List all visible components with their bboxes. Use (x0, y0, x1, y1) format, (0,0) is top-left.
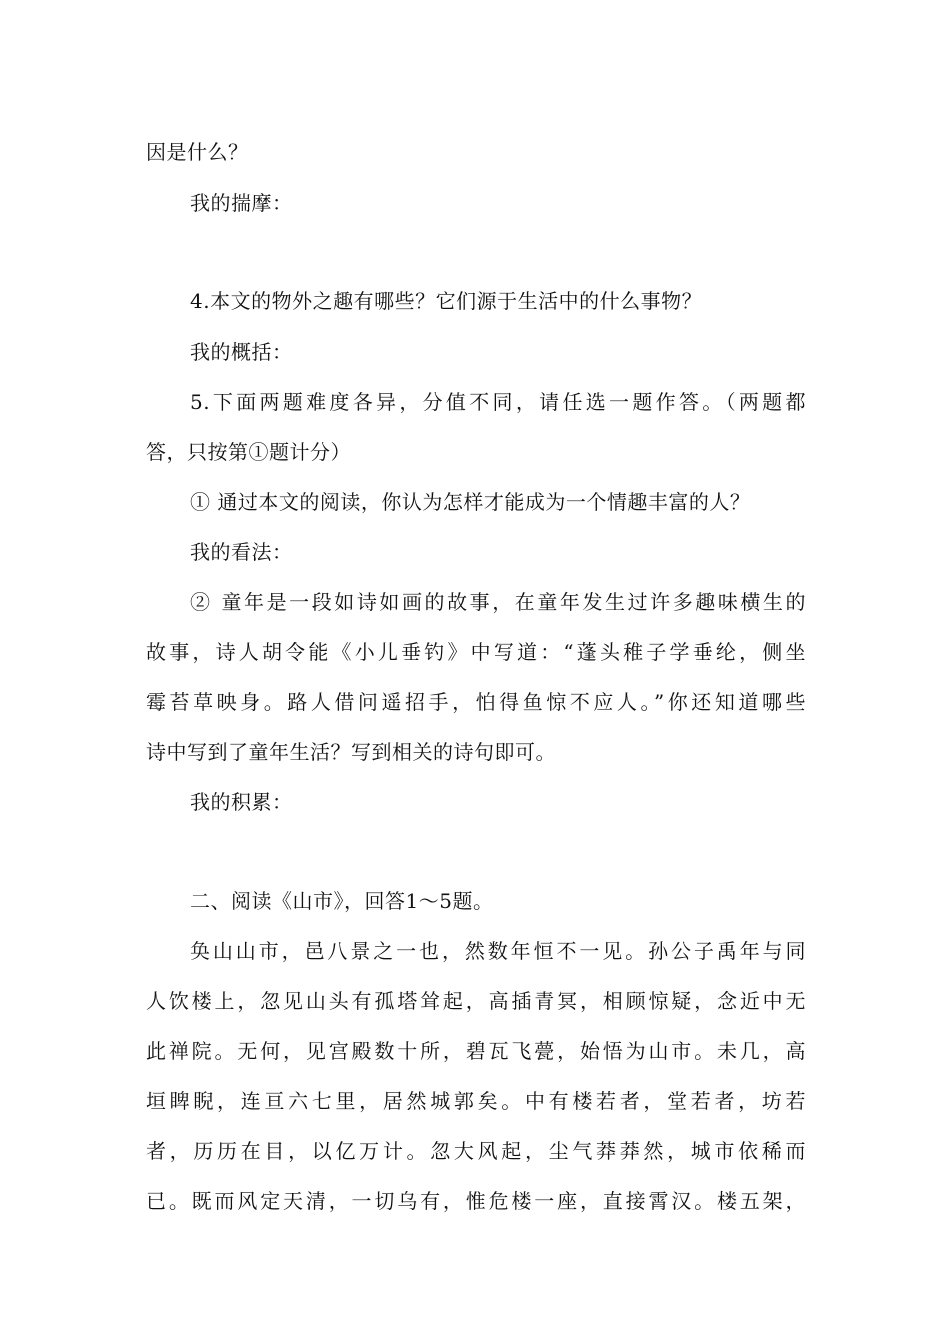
text-line: 因是什么？ (146, 140, 249, 164)
passage-line: 已。既而风定天清，一切乌有，惟危楼一座，直接霄汉。楼五架， (146, 1189, 806, 1213)
text-line: 答，只按第①题计分） (146, 440, 351, 464)
question-5: 5.下面两题难度各异，分值不同，请任选一题作答。（两题都 (190, 390, 806, 414)
text-line: 我的积累： (190, 790, 293, 814)
text-line: 我的揣摩： (190, 191, 293, 215)
passage-line: 者，历历在目，以亿万计。忽大风起，尘气莽莽然，城市依稀而 (146, 1139, 806, 1163)
section-heading: 二、阅读《山市》，回答1～5题。 (190, 889, 494, 913)
passage-line: 人饮楼上，忽见山头有孤塔耸起，高插青冥，相顾惊疑，念近中无 (146, 989, 806, 1013)
question-4: 4.本文的物外之趣有哪些？它们源于生活中的什么事物？ (190, 289, 703, 313)
text-line: 故事，诗人胡令能《小儿垂钓》中写道：“蓬头稚子学垂纶，侧坐 (146, 640, 806, 664)
text-line: 诗中写到了童年生活？写到相关的诗句即可。 (146, 740, 556, 764)
passage-line: 奂山山市，邑八景之一也，然数年恒不一见。孙公子禹年与同 (190, 939, 806, 963)
passage-line: 此禅院。无何，见宫殿数十所，碧瓦飞甍，始悟为山市。未几，高 (146, 1039, 806, 1063)
text-line: 我的看法： (190, 540, 293, 564)
passage-line: 垣睥睨，连亘六七里，居然城郭矣。中有楼若者，堂若者，坊若 (146, 1089, 806, 1113)
option-1: ① 通过本文的阅读，你认为怎样才能成为一个情趣丰富的人？ (190, 490, 751, 514)
text-line: 我的概括： (190, 340, 293, 364)
text-line: 霉苔草映身。路人借问遥招手，怕得鱼惊不应人。”你还知道哪些 (146, 690, 806, 714)
option-2: ② 童年是一段如诗如画的故事，在童年发生过许多趣味横生的 (190, 590, 806, 614)
